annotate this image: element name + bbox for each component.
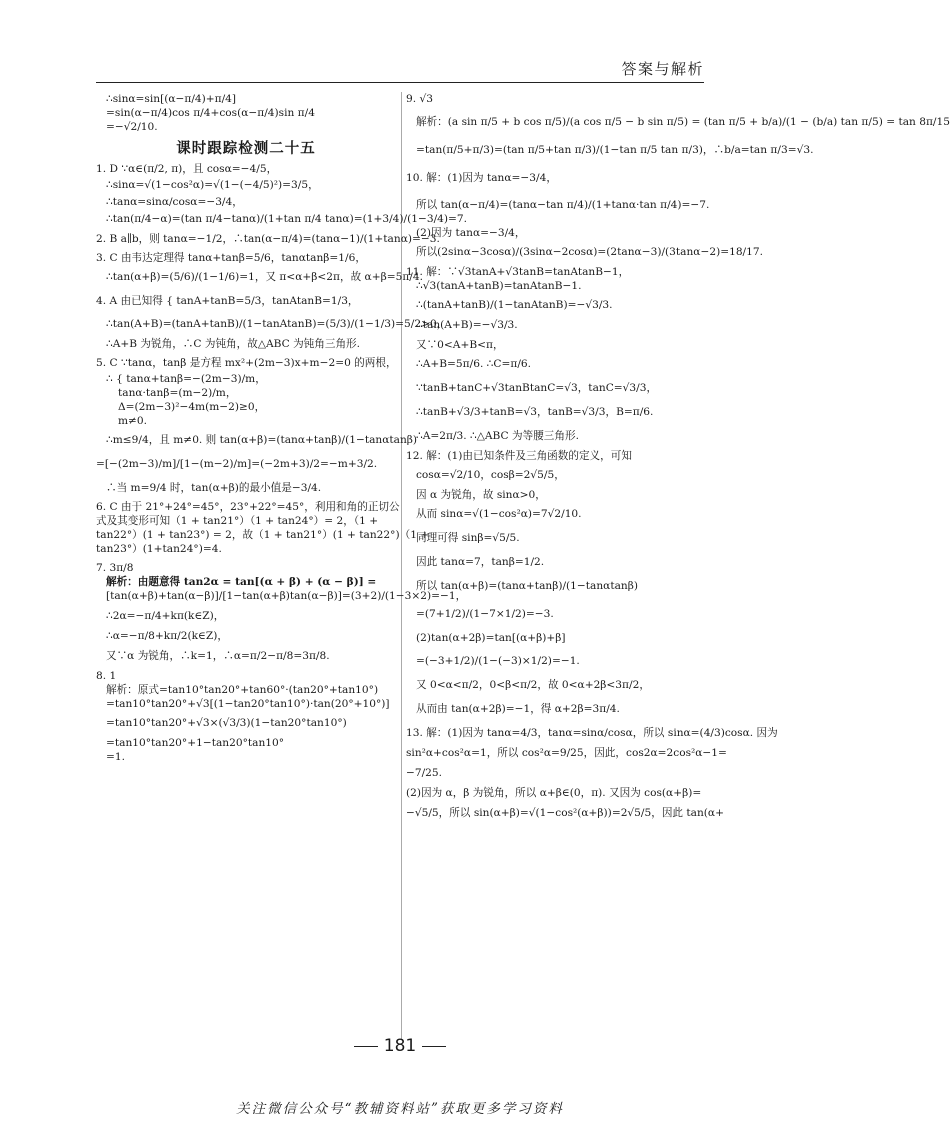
answer-6 — [96, 500, 430, 556]
answer-line: 又∵0<A+B<π， — [416, 339, 504, 351]
answer-line: ∴tanB+√3/3+tanB=√3，tanB=√3/3，B=π/6. — [416, 406, 654, 418]
answer-line: ∴当 m=9/4 时，tan(α+β)的最小值是−3/4. — [106, 482, 322, 494]
right-column — [406, 92, 950, 1051]
answer-line: 3. C 由韦达定理得 tanα+tanβ=5/6，tanαtanβ=1/6， — [96, 252, 366, 264]
intro-line: =sin(α−π/4)cos π/4+cos(α−π/4)sin π/4 — [106, 107, 315, 119]
answer-line: =tan(π/5+π/3)=(tan π/5+tan π/3)/(1−tan π/5 tan π/3)，∴b/a=tan π/3=√3. — [416, 144, 814, 156]
answer-line: 11. 解：∵√3tanA+√3tanB=tanAtanB−1， — [406, 266, 630, 278]
page-number-dash-left — [354, 1046, 378, 1047]
answer-line: 6. C 由于 21°+24°=45°，23°+22°=45°，利用和角的正切公 — [96, 501, 400, 513]
section-title: 课时跟踪检测二十五 — [176, 141, 316, 157]
answer-line: 因此 tanα=7，tanβ=1/2. — [416, 556, 545, 568]
answer-line: 因 α 为锐角，故 sinα>0， — [416, 489, 546, 501]
page-number-dash-right — [422, 1046, 446, 1047]
answer-line: ∴m≤9/4，且 m≠0. 则 tan(α+β)=(tanα+tanβ)/(1−tanαtanβ) — [106, 434, 418, 446]
answer-line: −√5/5，所以 sin(α+β)=√(1−cos²(α+β))=2√5/5，因此 tan(α+ — [406, 807, 724, 819]
answer-line: Δ=(2m−3)²−4m(m−2)≥0， — [118, 401, 266, 413]
footer-note: 关注微信公众号“教辅资料站”获取更多学习资料 — [236, 1101, 564, 1117]
answer-line: ∴ { tanα+tanβ=−(2m−3)/m， — [106, 373, 266, 385]
answer-line: =(−3+1/2)/(1−(−3)×1/2)=−1. — [416, 655, 580, 667]
answer-4 — [96, 294, 448, 351]
page-number — [0, 1036, 800, 1056]
answer-line: 所以 tan(α+β)=(tanα+tanβ)/(1−tanαtanβ) — [416, 580, 638, 592]
answer-3 — [96, 251, 423, 285]
answer-line: ∴tanα=sinα/cosα=−3/4， — [106, 196, 243, 208]
answer-line: 又 0<α<π/2，0<β<π/2，故 0<α+2β<3π/2， — [416, 679, 650, 691]
header-title: 答案与解析 — [621, 60, 704, 78]
answer-line: (2)因为 α，β 为锐角，所以 α+β∈(0，π). 又因为 cos(α+β)= — [406, 787, 702, 799]
answer-line: (2)tan(α+2β)=tan[(α+β)+β] — [416, 632, 566, 644]
answer-line: 式及其变形可知（1 + tan21°）（1 + tan24°）= 2，（1 + — [96, 515, 379, 527]
answer-line: −7/25. — [406, 767, 443, 779]
answer-line: 同理可得 sinβ=√5/5. — [416, 532, 520, 544]
answer-line: 12. 解：(1)由已知条件及三角函数的定义，可知 — [406, 450, 632, 462]
answer-10 — [406, 171, 763, 260]
answer-line: ∴A=2π/3. ∴△ABC 为等腰三角形. — [416, 430, 579, 442]
answer-line: ∴(tanA+tanB)/(1−tanAtanB)=−√3/3. — [416, 299, 613, 311]
answer-line: =tan10°tan20°+√3[(1−tan20°tan10°)·tan(20°+10°)] — [106, 698, 390, 710]
answer-line: ∴tan(α+β)=(5/6)/(1−1/6)=1，又 π<α+β<2π，故 α+β=5π/4. — [106, 271, 423, 283]
answer-line: =(7+1/2)/(1−7×1/2)=−3. — [416, 608, 554, 620]
answer-line: ∵tanB+tanC+√3tanBtanC=√3，tanC=√3/3， — [416, 382, 658, 394]
answer-7 — [96, 561, 467, 664]
answer-line: 2. B a∥b，则 tanα=−1/2，∴tan(α−π/4)=(tanα−1)/(1+tanα)=−3. — [96, 233, 440, 245]
answer-line: 9. √3 — [406, 93, 433, 105]
answer-line: ∴A+B 为锐角，∴C 为钝角，故△ABC 为钝角三角形. — [106, 338, 361, 350]
answer-line: 所以 tan(α−π/4)=(tanα−tan π/4)/(1+tanα·tan π/4)=−7. — [416, 199, 710, 211]
answer-line: 又∵α 为锐角，∴k=1，∴α=π/2−π/8=3π/8. — [106, 650, 330, 662]
intro-line: =−√2/10. — [106, 121, 158, 133]
answer-2 — [96, 232, 440, 246]
answer-1 — [96, 162, 468, 227]
answer-line: ∴tan(π/4−α)=(tan π/4−tanα)/(1+tan π/4 tanα)=(1+3/4)/(1−3/4)=7. — [106, 213, 468, 225]
answer-line: m≠0. — [118, 415, 148, 427]
answer-line: 5. C ∵tanα，tanβ 是方程 mx²+(2m−3)x+m−2=0 的两根， — [96, 357, 397, 369]
answer-line: ∴tan(A+B)=−√3/3. — [416, 319, 518, 331]
answer-line: ∴A+B=5π/6. ∴C=π/6. — [416, 358, 532, 370]
answer-line: 所以(2sinα−3cosα)/(3sinα−2cosα)=(2tanα−3)/(3tanα−2)=18/17. — [416, 246, 763, 258]
answer-line: sin²α+cos²α=1，所以 cos²α=9/25，因此，cos2α=2cos²α−1= — [406, 747, 727, 759]
answer-line: =tan10°tan20°+√3×(√3/3)(1−tan20°tan10°) — [106, 717, 347, 729]
answer-line: ∴√3(tanA+tanB)=tanAtanB−1. — [416, 280, 582, 292]
answer-line: ∴2α=−π/4+kπ(k∈Z)， — [106, 610, 225, 622]
answer-line: =1. — [106, 751, 125, 763]
answer-line: 解析：原式=tan10°tan20°+tan60°·(tan20°+tan10°) — [106, 684, 379, 696]
answer-line: =tan10°tan20°+1−tan20°tan10° — [106, 737, 285, 749]
answer-9 — [406, 92, 950, 158]
answer-line: cosα=√2/10，cosβ=2√5/5， — [416, 469, 565, 481]
answer-line: =[−(2m−3)/m]/[1−(m−2)/m]=(−2m+3)/2=−m+3/2. — [96, 458, 378, 470]
answer-line: 解析：由题意得 tan2α = tan[(α + β) + (α − β)] = — [106, 576, 377, 588]
answer-line: 1. D ∵α∈(π/2, π)，且 cosα=−4/5， — [96, 163, 278, 175]
answer-line: 从而由 tan(α+2β)=−1，得 α+2β=3π/4. — [416, 703, 620, 715]
page-number-value: 181 — [383, 1036, 417, 1056]
answer-8 — [96, 669, 396, 764]
answer-line: ∴sinα=√(1−cos²α)=√(1−(−4/5)²)=3/5， — [106, 179, 319, 191]
intro-line: ∴sinα=sin[(α−π/4)+π/4] — [106, 93, 237, 105]
header-rule — [96, 82, 704, 83]
answer-line: 8. 1 — [96, 670, 117, 682]
answer-11 — [406, 265, 708, 444]
answer-line: tan22°）(1 + tan23°) = 2，故（1 + tan21°）(1 + tan22°)（1 + — [96, 529, 430, 541]
answer-line: (2)因为 tanα=−3/4， — [416, 227, 526, 239]
answer-line: ∴α=−π/8+kπ/2(k∈Z)， — [106, 630, 228, 642]
answer-line: 从而 sinα=√(1−cos²α)=7√2/10. — [416, 508, 582, 520]
answer-line: 13. 解：(1)因为 tanα=4/3，tanα=sinα/cosα，所以 sinα=(4/3)cosα. 因为 — [406, 727, 778, 739]
answer-line: tanα·tanβ=(m−2)/m， — [118, 387, 237, 399]
answer-line: ∴tan(A+B)=(tanA+tanB)/(1−tanAtanB)=(5/3)/(1−1/3)=5/2>0， — [106, 318, 448, 330]
answer-line: 4. A 由已知得 { tanA+tanB=5/3，tanAtanB=1/3， — [96, 295, 359, 307]
answer-line: [tan(α+β)+tan(α−β)]/[1−tan(α+β)tan(α−β)]=(3+2)/(1−3×2)=−1， — [106, 590, 467, 602]
answer-5 — [96, 356, 418, 495]
answer-line: 10. 解：(1)因为 tanα=−3/4， — [406, 172, 557, 184]
answer-12 — [406, 449, 708, 717]
answer-line: tan23°）(1+tan24°)=4. — [96, 543, 222, 555]
answer-line: 解析：(a sin π/5 + b cos π/5)/(a cos π/5 − b sin π/5) = (tan π/5 + b/a)/(1 − (b/a) tan π/5) = tan 8π/15 — [416, 116, 950, 128]
answer-13 — [406, 726, 778, 821]
answer-line: 7. 3π/8 — [96, 562, 134, 574]
